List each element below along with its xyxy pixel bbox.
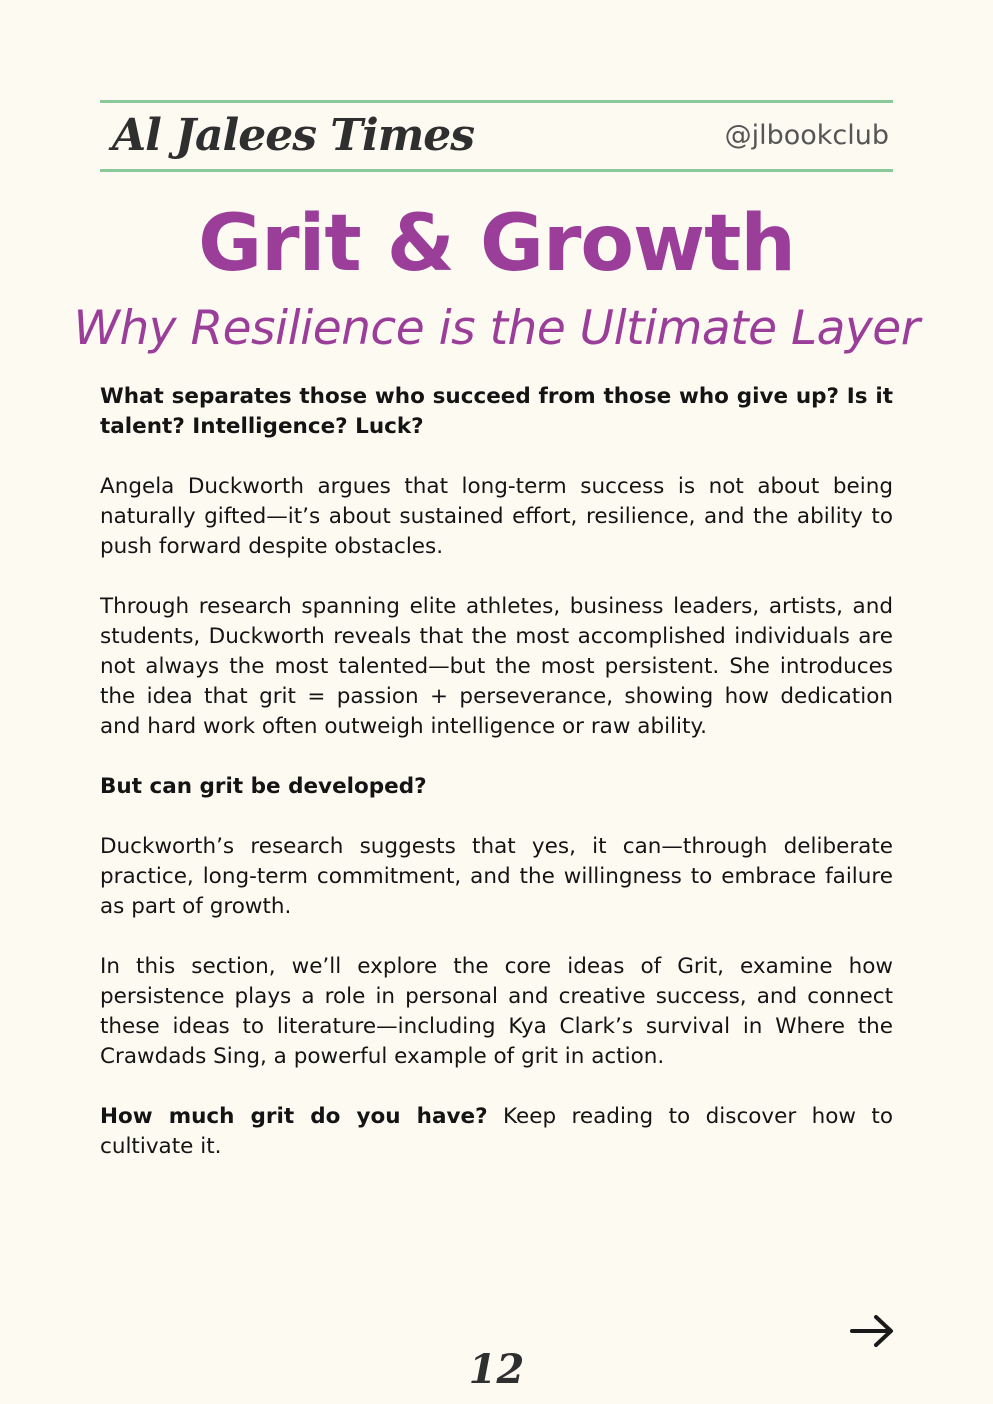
header-top-rule (100, 100, 893, 103)
masthead-title: Al Jalees Times (112, 110, 475, 161)
closing-text: Keep reading to discover how to cultivate it. (100, 1104, 894, 1159)
closing-question: How much grit do you have? (100, 1104, 488, 1129)
intro-question: What separates those who succeed from those who give up? Is it talent? Intelligence? Luck? (100, 384, 893, 439)
page-subtitle: Why Resilience is the Ultimate Layer (73, 301, 920, 356)
paragraph-2: Through research spanning elite athletes, business leaders, artists, and students, Duckworth reveals that the most accomplished individuals are not always the most talented—but the most persistent. She introduces the idea that grit = passion + perseverance, showing how dedication and hard work often outweigh intelligence or raw ability. (100, 594, 893, 739)
question-2: But can grit be developed? (100, 774, 427, 799)
header-bottom-rule (100, 169, 893, 172)
paragraph-1: Angela Duckworth argues that long-term success is not about being naturally gifted—it’s about sustained effort, resilience, and the ability to push forward despite obstacles. (100, 474, 893, 559)
closing-paragraph (100, 1102, 893, 1162)
paragraph-3: Duckworth’s research suggests that yes, it can—through deliberate practice, long-term commitment, and the willingness to embrace failure as part of growth. (100, 834, 893, 919)
paragraph-4: In this section, we’ll explore the core ideas of Grit, examine how persistence plays a role in personal and creative success, and connect these ideas to literature—including Kya Clark’s survival in Where the Crawdads Sing, a powerful example of grit in action. (100, 954, 893, 1069)
social-handle: @jlbookclub (724, 120, 889, 151)
page-title: Grit & Growth (198, 199, 795, 289)
page-number: 12 (468, 1346, 525, 1393)
article-body (100, 382, 893, 1192)
